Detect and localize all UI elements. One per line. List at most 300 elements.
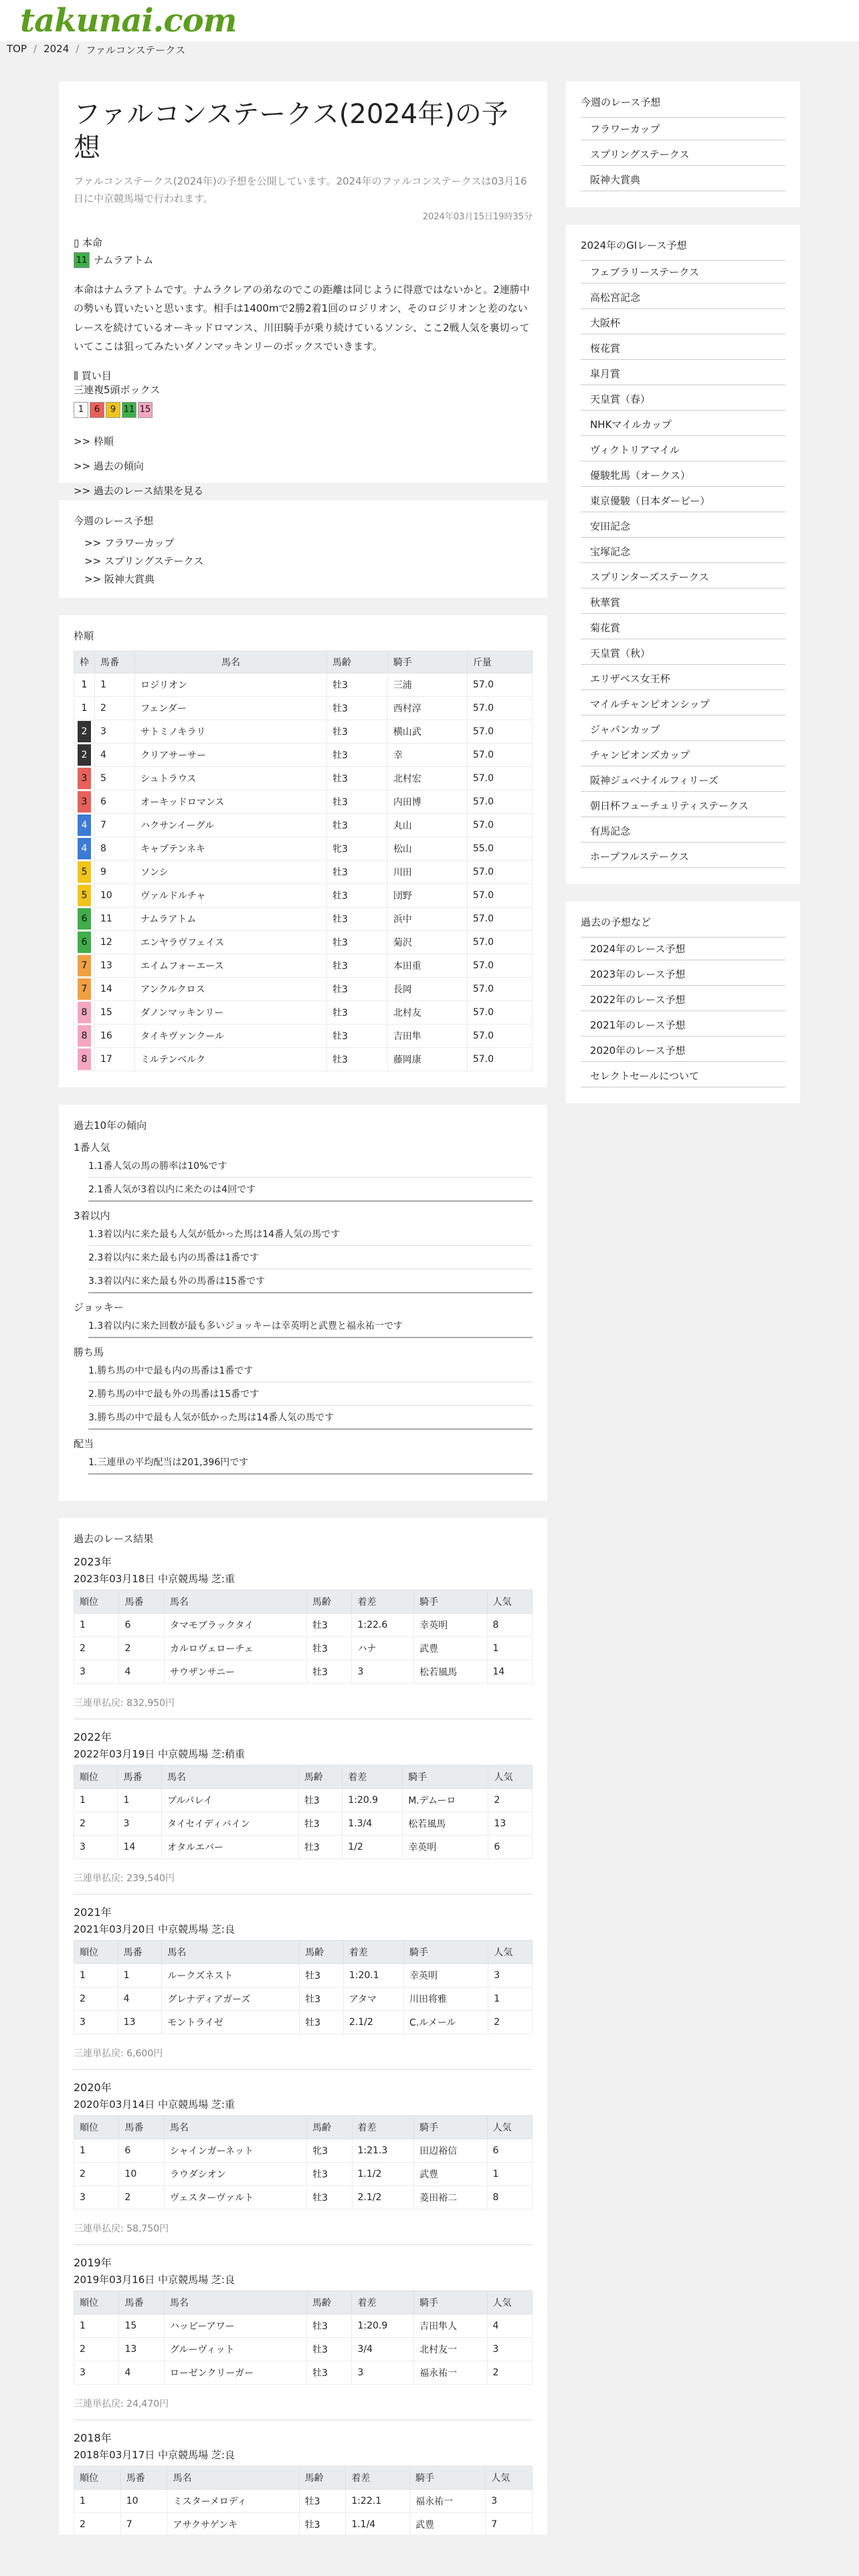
table-row <box>74 2139 533 2163</box>
column-header: 順位 <box>74 1590 119 1614</box>
column-header: 枠 <box>74 651 95 673</box>
trend-group-title: 3着以内 <box>74 1210 110 1222</box>
entry-name[interactable]: ハクサンイーグル <box>135 814 327 837</box>
sidebar-link[interactable]: ヴィクトリアマイル <box>590 444 680 456</box>
sidebar <box>566 82 800 1121</box>
sidebar-link[interactable]: マイルチャンピオンシップ <box>590 698 710 710</box>
result-cell: 1:20.9 <box>352 2315 414 2338</box>
buy-heading <box>74 368 533 383</box>
result-cell: 1.3/4 <box>343 1812 403 1836</box>
column-header: 騎手 <box>404 1941 488 1964</box>
entry-weight: 57.0 <box>467 884 532 907</box>
week-races-card <box>59 500 547 598</box>
entry-age: 牡3 <box>327 744 388 767</box>
honmei-horse-name: ナムラアトム <box>94 254 154 266</box>
waku-number: 5 <box>78 861 91 883</box>
breadcrumb-separator: / <box>76 43 80 55</box>
buy-number-badge: 15 <box>138 402 153 418</box>
result-cell: 3 <box>74 2011 118 2034</box>
entry-name[interactable]: オーキッドロマンス <box>135 790 327 814</box>
entry-name[interactable]: サトミノキラリ <box>135 720 327 744</box>
result-cell: 13 <box>118 2011 162 2034</box>
entry-age: 牡3 <box>327 790 388 814</box>
entry-weight: 57.0 <box>467 1025 532 1048</box>
result-cell: 4 <box>118 1988 162 2011</box>
entry-age: 牡3 <box>327 673 388 697</box>
result-cell: ミスターメロディ <box>167 2490 299 2513</box>
waku-number: 8 <box>78 1049 91 1070</box>
past-race-condition: 2021年03月20日 中京競馬場 芝:良 <box>74 1923 235 1935</box>
table-row <box>74 744 533 767</box>
sidebar-item <box>581 1065 785 1087</box>
sidebar-link[interactable]: NHKマイルカップ <box>590 419 672 431</box>
waku-number: 4 <box>78 838 91 859</box>
sidebar-link[interactable]: ジャパンカップ <box>590 724 660 736</box>
result-cell: 10 <box>119 2163 164 2186</box>
waku-number: 2 <box>78 744 91 766</box>
waku-number: 1 <box>78 674 91 695</box>
sidebar-week-title: 今週のレース予想 <box>581 96 661 108</box>
result-cell: 牡3 <box>298 1836 342 1859</box>
sidebar-link[interactable]: 2022年のレース予想 <box>590 994 686 1006</box>
sidebar-link[interactable]: ホープフルステークス <box>590 851 689 863</box>
result-cell: アサクサゲンキ <box>167 2513 299 2535</box>
result-cell: 松若風馬 <box>414 1660 487 1684</box>
entry-weight: 57.0 <box>467 814 532 837</box>
table-row <box>74 2163 533 2186</box>
entry-weight: 57.0 <box>467 1048 532 1071</box>
table-row <box>74 978 533 1001</box>
sidebar-item <box>581 143 785 166</box>
sidebar-item <box>581 820 785 843</box>
waku-number: 7 <box>78 978 91 1000</box>
breadcrumb-top[interactable]: TOP <box>7 43 27 55</box>
entry-name[interactable]: キャプテンネキ <box>135 837 327 861</box>
past-result-table <box>74 2466 533 2535</box>
result-cell: 牡3 <box>307 1637 352 1660</box>
result-cell: ルークズネスト <box>162 1964 300 1988</box>
result-cell: 武豊 <box>410 2513 486 2535</box>
past-year-title: 2022年 <box>74 1731 112 1743</box>
buy-number-badge: 1 <box>74 402 88 418</box>
entry-name[interactable]: ロジリオン <box>135 673 327 697</box>
trend-item: 2.1番人気が3着以内に来たのは4回です <box>88 1178 533 1202</box>
entry-num: 9 <box>95 861 135 884</box>
week-race-link[interactable]: >> 阪神大賞典 <box>84 573 155 585</box>
link-past-results[interactable]: >> 過去のレース結果を見る <box>74 484 204 497</box>
sidebar-g1-card <box>566 225 800 884</box>
waku-number: 3 <box>78 768 91 789</box>
past-year-block <box>74 2079 533 2245</box>
entry-num: 3 <box>95 720 135 744</box>
sidebar-item <box>581 718 785 741</box>
result-cell: 3 <box>74 2361 119 2385</box>
sidebar-link[interactable]: 大阪杯 <box>590 317 621 329</box>
entries-table <box>74 651 533 1071</box>
sidebar-link[interactable]: 宝塚記念 <box>590 546 631 558</box>
table-row <box>74 907 533 931</box>
table-row <box>74 2011 533 2034</box>
column-header: 順位 <box>74 2291 119 2315</box>
table-row <box>74 1025 533 1048</box>
waku-number: 3 <box>78 791 91 813</box>
past-results-card <box>59 1518 547 2535</box>
entry-weight: 57.0 <box>467 931 532 954</box>
entry-jockey: 川田 <box>387 861 467 884</box>
table-row <box>74 790 533 814</box>
entry-age: 牡3 <box>327 907 388 931</box>
column-header: 着差 <box>352 1590 414 1614</box>
sidebar-link[interactable]: 2020年のレース予想 <box>590 1045 686 1057</box>
sidebar-link[interactable]: 阪神大賞典 <box>590 174 641 186</box>
table-row <box>74 2361 533 2385</box>
trend-group-title: 1番人気 <box>74 1142 110 1154</box>
entry-jockey: 横山武 <box>387 720 467 744</box>
result-cell: 牡3 <box>307 2361 352 2385</box>
honmei-label: 本命 <box>82 236 103 249</box>
table-row <box>74 1637 533 1660</box>
sidebar-link[interactable]: 天皇賞（秋） <box>590 647 651 659</box>
trend-item: 1.三連単の平均配当は201,396円です <box>88 1451 533 1475</box>
payout-text: 三連単払戻: 24,470円 <box>74 2399 169 2409</box>
result-cell: モントライゼ <box>162 2011 300 2034</box>
table-row <box>74 1789 533 1812</box>
result-cell: 北村友一 <box>414 2338 487 2361</box>
waku-cell <box>74 884 95 907</box>
result-cell: 14 <box>487 1660 532 1684</box>
table-row <box>74 1812 533 1836</box>
entry-name[interactable]: ダノンマッキンリー <box>135 1001 327 1025</box>
column-header: 馬名 <box>135 651 327 673</box>
sidebar-item <box>581 667 785 690</box>
trend-group-title: 配当 <box>74 1438 94 1450</box>
past-result-table <box>74 1940 533 2034</box>
result-cell: カルロヴェローチェ <box>164 1637 306 1660</box>
result-cell: 3 <box>352 1660 414 1684</box>
sidebar-link[interactable]: 阪神ジュベナイルフィリーズ <box>590 774 719 786</box>
column-header: 馬名 <box>167 2466 299 2490</box>
waku-number: 7 <box>78 955 91 976</box>
entry-name[interactable]: ヴァルドルチャ <box>135 884 327 907</box>
column-header: 人気 <box>487 1590 532 1614</box>
result-cell: グレナディアガーズ <box>162 1988 300 2011</box>
result-cell: 3 <box>352 2361 414 2385</box>
result-cell: 2 <box>74 2338 119 2361</box>
table-row <box>74 861 533 884</box>
entry-jockey: 団野 <box>387 884 467 907</box>
waku-number: 1 <box>78 697 91 719</box>
sidebar-link[interactable]: 有馬記念 <box>590 825 631 837</box>
result-cell: 牡3 <box>298 1812 342 1836</box>
past-result-table <box>74 2290 533 2385</box>
sidebar-link[interactable]: 天皇賞（春） <box>590 393 651 405</box>
sidebar-link[interactable]: 高松宮記念 <box>590 292 641 304</box>
sidebar-link[interactable]: エリザベス女王杯 <box>590 673 670 685</box>
sidebar-link[interactable]: 桜花賞 <box>590 342 621 354</box>
entry-name[interactable]: エンヤラヴフェイス <box>135 931 327 954</box>
column-header: 馬番 <box>119 2291 164 2315</box>
waku-cell <box>74 673 95 697</box>
entry-weight: 57.0 <box>467 954 532 978</box>
result-cell: 4 <box>119 2361 164 2385</box>
sidebar-week-card <box>566 82 800 207</box>
entry-weight: 57.0 <box>467 744 532 767</box>
payout-text: 三連単払戻: 58,750円 <box>74 2224 169 2234</box>
payout-text: 三連単払戻: 6,600円 <box>74 2048 163 2059</box>
trend-item: 1.3着以内に来た最も人気が低かった馬は14番人気の馬です <box>88 1222 533 1246</box>
result-cell: 1:22.1 <box>346 2490 410 2513</box>
result-cell: 7 <box>486 2513 533 2535</box>
entry-jockey: 三浦 <box>387 673 467 697</box>
entry-jockey: 菊沢 <box>387 931 467 954</box>
result-cell: 2 <box>74 1988 118 2011</box>
column-header: 人気 <box>486 2466 533 2490</box>
sidebar-link[interactable]: 2021年のレース予想 <box>590 1019 686 1031</box>
result-cell: 幸英明 <box>403 1836 488 1859</box>
table-row <box>74 1964 533 1988</box>
result-cell: 牡3 <box>298 1789 342 1812</box>
sidebar-item <box>581 117 785 140</box>
table-row <box>74 884 533 907</box>
entry-weight: 55.0 <box>467 837 532 861</box>
sidebar-link[interactable]: 東京優駿（日本ダービー） <box>590 495 710 507</box>
entry-name[interactable]: フェンダー <box>135 697 327 720</box>
sidebar-link[interactable]: 朝日杯フューチュリティステークス <box>590 800 749 812</box>
result-cell: 牡3 <box>307 1614 352 1637</box>
entry-num: 8 <box>95 837 135 861</box>
result-cell: タマモブラックタイ <box>164 1614 306 1637</box>
ticket-icon: ⫼ <box>74 369 78 382</box>
site-header <box>0 0 859 41</box>
past-year-title: 2019年 <box>74 2256 112 2269</box>
result-cell: 2 <box>119 2186 164 2210</box>
entry-name[interactable]: クリアサーサー <box>135 744 327 767</box>
sidebar-link[interactable]: セレクトセールについて <box>590 1070 700 1082</box>
entry-name[interactable]: ナムラアトム <box>135 907 327 931</box>
entry-weight: 57.0 <box>467 907 532 931</box>
past-result-table <box>74 1590 533 1684</box>
result-cell: 3 <box>74 1660 119 1684</box>
column-header: 騎手 <box>403 1765 488 1789</box>
result-cell: 福永祐一 <box>410 2490 486 2513</box>
waku-number: 8 <box>78 1002 91 1023</box>
table-row <box>74 1660 533 1684</box>
entry-age: 牡3 <box>327 767 388 790</box>
result-cell: 3 <box>74 1836 118 1859</box>
sidebar-link[interactable]: スプリンターズステークス <box>590 571 709 583</box>
link-entries[interactable]: >> 枠順 <box>74 435 114 447</box>
result-cell: 1/2 <box>343 1836 403 1859</box>
sidebar-link[interactable]: スプリングステークス <box>590 148 690 160</box>
payout-text: 三連単払戻: 832,950円 <box>74 1698 175 1709</box>
entry-weight: 57.0 <box>467 978 532 1001</box>
link-trend[interactable]: >> 過去の傾向 <box>74 459 144 472</box>
waku-cell <box>74 1001 95 1025</box>
sidebar-link[interactable]: チャンピオンズカップ <box>590 749 690 761</box>
result-cell: 2 <box>487 2361 532 2385</box>
result-cell: ヴェスターヴァルト <box>164 2186 306 2210</box>
table-row <box>74 2490 533 2513</box>
result-cell: 川田将雅 <box>404 1988 488 2011</box>
week-race-link[interactable]: >> スプリングステークス <box>84 555 204 567</box>
sidebar-link[interactable]: 2024年のレース予想 <box>590 943 686 955</box>
entry-num: 4 <box>95 744 135 767</box>
sidebar-link[interactable]: フラワーカップ <box>590 123 660 135</box>
week-race-link[interactable]: >> フラワーカップ <box>84 537 175 549</box>
column-header: 馬番 <box>119 2116 164 2139</box>
waku-number: 6 <box>78 932 91 953</box>
result-cell: 2 <box>488 1789 533 1812</box>
column-header: 馬齢 <box>298 1765 342 1789</box>
result-cell: 牡3 <box>307 2186 352 2210</box>
entry-age: 牡3 <box>327 861 388 884</box>
result-cell: 1 <box>74 2315 119 2338</box>
result-cell: 2.1/2 <box>343 2011 403 2034</box>
result-cell: 1.1/2 <box>352 2163 414 2186</box>
entry-jockey: 本田重 <box>387 954 467 978</box>
entry-num: 7 <box>95 814 135 837</box>
column-header: 馬齢 <box>299 2466 346 2490</box>
result-cell: ローゼンクリーガー <box>164 2361 306 2385</box>
sidebar-link[interactable]: 2023年のレース予想 <box>590 968 686 980</box>
result-cell: 武豊 <box>414 1637 487 1660</box>
column-header: 騎手 <box>387 651 467 673</box>
entry-weight: 57.0 <box>467 861 532 884</box>
trend-item: 1.勝ち馬の中で最も内の馬番は1番です <box>88 1359 533 1382</box>
table-row <box>74 1001 533 1025</box>
breadcrumb-year[interactable]: 2024 <box>43 43 70 55</box>
trend-card <box>59 1105 547 1501</box>
result-cell: 1 <box>487 1637 532 1660</box>
column-header: 馬番 <box>119 1590 164 1614</box>
column-header: 馬齢 <box>307 2116 352 2139</box>
sidebar-item <box>581 1039 785 1062</box>
entry-age: 牡3 <box>327 814 388 837</box>
result-cell: 3 <box>487 2338 532 2361</box>
sidebar-link[interactable]: 皐月賞 <box>590 368 621 380</box>
sidebar-item <box>581 744 785 766</box>
entry-name[interactable]: エイムフォーエース <box>135 954 327 978</box>
entry-age: 牡3 <box>327 954 388 978</box>
sidebar-link[interactable]: 秋華賞 <box>590 597 621 609</box>
breadcrumb <box>7 43 185 57</box>
result-cell: 1 <box>74 1789 118 1812</box>
table-row <box>74 2186 533 2210</box>
column-header: 馬齢 <box>327 651 388 673</box>
result-cell: 武豊 <box>414 2163 487 2186</box>
waku-cell <box>74 814 95 837</box>
breadcrumb-current: ファルコンステークス <box>86 44 186 56</box>
result-cell: 1 <box>74 1614 119 1637</box>
table-row <box>74 1988 533 2011</box>
sidebar-item <box>581 591 785 614</box>
lead-text: ファルコンステークス(2024年)の予想を公開しています。2024年のファルコンステークスは03月16日に中京競馬場で行われます。 <box>74 175 527 205</box>
table-row <box>74 2315 533 2338</box>
sidebar-item <box>581 439 785 461</box>
result-cell: 1:20.9 <box>343 1789 403 1812</box>
result-cell: 13 <box>119 2338 164 2361</box>
entry-name[interactable]: ソンシ <box>135 861 327 884</box>
table-row <box>74 814 533 837</box>
sidebar-item <box>581 845 785 868</box>
waku-number: 8 <box>78 1025 91 1047</box>
result-cell: 1:22.6 <box>352 1614 414 1637</box>
entry-name[interactable]: ミルテンベルク <box>135 1048 327 1071</box>
column-header: 馬齢 <box>307 2291 352 2315</box>
entries-card <box>59 615 547 1087</box>
waku-number: 5 <box>78 885 91 906</box>
sidebar-link[interactable]: 菊花賞 <box>590 622 621 634</box>
result-cell: 牡3 <box>300 2011 344 2034</box>
column-header: 順位 <box>74 2466 121 2490</box>
result-cell: オタルエバー <box>161 1836 298 1859</box>
table-row <box>74 954 533 978</box>
entry-name[interactable]: タイキヴァンクール <box>135 1025 327 1048</box>
column-header: 馬齢 <box>300 1941 344 1964</box>
result-cell: 幸英明 <box>414 1614 487 1637</box>
result-cell: 1.1/4 <box>346 2513 410 2535</box>
column-header: 馬名 <box>164 2291 306 2315</box>
result-cell: 1 <box>488 1988 533 2011</box>
column-header: 馬名 <box>164 1590 306 1614</box>
entry-name[interactable]: アンクルクロス <box>135 978 327 1001</box>
past-year-block <box>74 2254 533 2420</box>
column-header: 着差 <box>352 2116 414 2139</box>
table-row <box>74 837 533 861</box>
column-header: 馬番 <box>118 1941 162 1964</box>
sidebar-link[interactable]: 安田記念 <box>590 520 631 532</box>
waku-number: 4 <box>78 815 91 836</box>
waku-cell <box>74 744 95 767</box>
sidebar-item <box>581 963 785 986</box>
result-cell: 松若風馬 <box>403 1812 488 1836</box>
result-cell: 吉田隼人 <box>414 2315 487 2338</box>
entry-name[interactable]: シュトラウス <box>135 767 327 790</box>
honmei-row <box>74 252 533 268</box>
sidebar-item <box>581 337 785 360</box>
site-logo[interactable]: takunai.com <box>20 2 237 39</box>
result-cell: 1:20.1 <box>343 1964 403 1988</box>
sidebar-item <box>581 693 785 716</box>
result-cell: 6 <box>488 1836 533 1859</box>
column-header: 馬番 <box>120 2466 167 2490</box>
entry-age: 牡3 <box>327 931 388 954</box>
waku-cell <box>74 861 95 884</box>
trend-group-title: 勝ち馬 <box>74 1346 104 1358</box>
waku-cell <box>74 954 95 978</box>
result-cell: 幸英明 <box>404 1964 488 1988</box>
sidebar-g1-title: 2024年のGⅠレース予想 <box>581 239 687 251</box>
result-cell: 2 <box>119 1637 164 1660</box>
sidebar-item <box>581 617 785 639</box>
result-cell: 福永祐一 <box>414 2361 487 2385</box>
trend-item: 2.勝ち馬の中で最も外の馬番は15番です <box>88 1382 533 1406</box>
result-cell: 15 <box>119 2315 164 2338</box>
main-column <box>59 82 547 2552</box>
result-cell: シャインガーネット <box>164 2139 306 2163</box>
past-result-table <box>74 2115 533 2210</box>
entry-weight: 57.0 <box>467 1001 532 1025</box>
result-cell: ハッピーアワー <box>164 2315 306 2338</box>
sidebar-item <box>581 490 785 512</box>
result-cell: 3 <box>486 2490 533 2513</box>
sidebar-link[interactable]: フェブラリーステークス <box>590 266 700 278</box>
sidebar-link[interactable]: 優駿牝馬（オークス） <box>590 469 690 481</box>
trend-group-title: ジョッキー <box>74 1301 124 1313</box>
past-results-title: 過去のレース結果 <box>74 1533 154 1545</box>
result-cell: 10 <box>120 2490 167 2513</box>
result-cell: 1 <box>74 1964 118 1988</box>
